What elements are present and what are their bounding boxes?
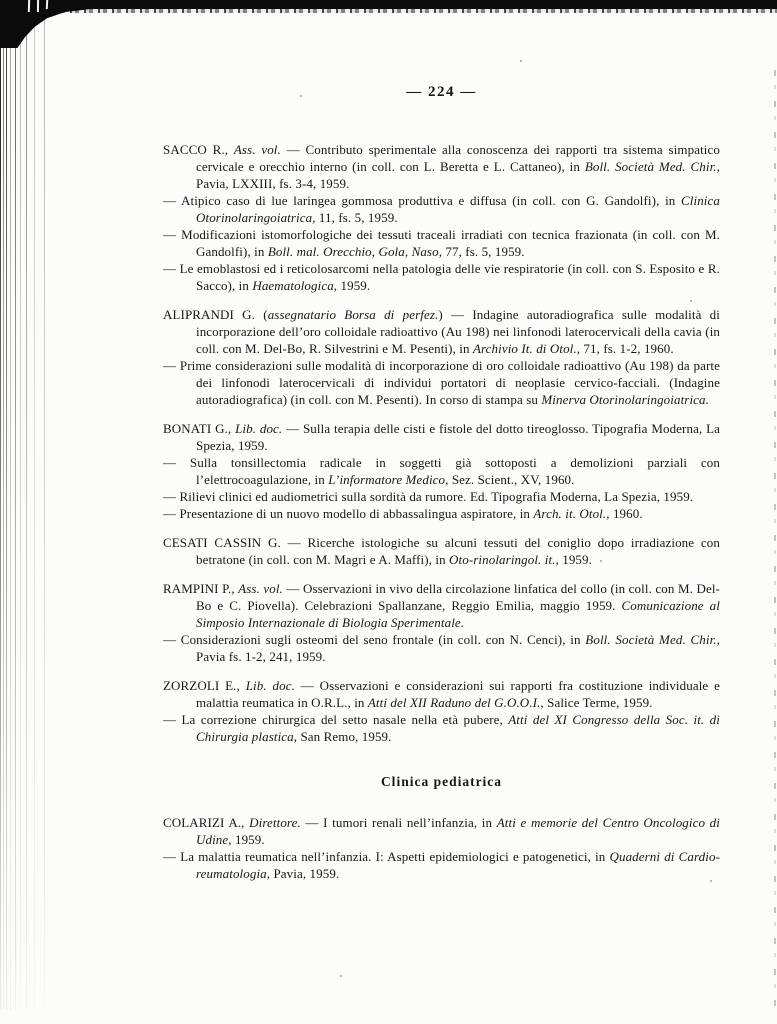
work-title-italic: Boll. Società Med. Chir., xyxy=(584,159,720,174)
entry-text: 1959. xyxy=(337,278,371,293)
scan-slit xyxy=(37,0,39,12)
bibliography-entry xyxy=(163,814,720,848)
bibliography-entry xyxy=(163,420,720,454)
entry-text: — Prime considerazioni sulle modalità di incorporazione di oro colloidale radioattivo (Au 198) da parte dei linfonodi laterocervicali di individui portatori di neoplasie cervico-facciali. (Indagine autoradiografica) (in coll. con M. Pesenti). In corso di stampa su xyxy=(163,358,720,407)
entry-text: Pavia, 1959. xyxy=(270,866,340,881)
entry-text: ALIPRANDI G. ( xyxy=(163,307,268,322)
entry-text: — La malattia reumatica nell’infanzia. I: Aspetti epidemiologici e patogenetici, in xyxy=(163,849,610,864)
binding-streaks xyxy=(0,0,58,1010)
work-title-italic: Minerva Otorinolaringoiatrica. xyxy=(541,392,709,407)
entry-group xyxy=(163,534,720,568)
entry-text: — Considerazioni sugli osteomi del seno frontale (in coll. con N. Cenci), in xyxy=(163,632,586,647)
entry-group xyxy=(163,420,720,522)
entry-text: — Rilievi clinici ed audiometrici sulla sordità da rumore. Ed. Tipografia Moderna, La Spezia, 1959. xyxy=(163,489,694,504)
work-title-italic: Ass. vol. xyxy=(233,142,281,157)
entry-text: CESATI CASSIN G. — Ricerche istologiche su alcuni tessuti del coniglio dopo irradiazione con betratone (in coll. con M. Magri e A. Maffi), in xyxy=(163,535,720,567)
entry-text: SACCO R., xyxy=(163,142,234,157)
entry-text: — Sulla tonsillectomia radicale in soggetti già sottoposti a demolizioni parziali con l’elettrocoagulazione, in xyxy=(163,455,720,487)
scan-top-edge-fuzz xyxy=(0,9,777,13)
entry-group xyxy=(163,141,720,294)
entry-text: — I tumori renali nell’infanzia, in xyxy=(300,815,497,830)
entry-text: Pavia fs. 1-2, 241, 1959. xyxy=(196,649,326,664)
work-title-italic: Oto-rinolaringol. it., xyxy=(449,552,559,567)
entry-text: — Le emoblastosi ed i reticolosarcomi nella patologia delle vie respiratorie (in coll. con S. Esposito e R. Sacco), in xyxy=(163,261,720,293)
work-title-italic: Atti del XI Congresso della Soc. it. di Chirurgia plastica, xyxy=(196,712,720,744)
entry-text: — Sulla terapia delle cisti e fistole del dotto tireoglosso. Tipografia Moderna, La Spezia, 1959. xyxy=(196,421,721,453)
scan-speck xyxy=(340,975,342,977)
entry-text: BONATI G., xyxy=(163,421,236,436)
bibliography-entry xyxy=(163,192,720,226)
bibliography-entry xyxy=(163,260,720,294)
entry-text: Pavia, LXXIII, fs. 3-4, 1959. xyxy=(196,176,350,191)
entry-text: RAMPINI P., xyxy=(163,581,239,596)
page-number: — 224 — xyxy=(406,84,477,100)
entry-text: 1959. xyxy=(231,832,265,847)
entry-text: 1960. xyxy=(609,506,643,521)
entry-text: — Contributo sperimentale alla conoscenza dei rapporti tra sistema simpatico cervicale e orecchio interno (in coll. con L. Beretta e L. Cattaneo), in xyxy=(196,142,720,174)
entry-text: San Remo, 1959. xyxy=(297,729,392,744)
work-title-italic: Quaderni di Cardio-reumatologia, xyxy=(196,849,720,881)
work-title-italic: Clinica Otorinolaringoiatrica, xyxy=(196,193,720,225)
entry-text: ) — Indagine autoradiografica sulle modalità di incorporazione dell’oro colloidale radioattivo (Au 198) nei linfonodi laterocervicali della cavia (in coll. con M. Del-Bo, R. Silvestrini e M. Pesenti), in xyxy=(196,307,720,356)
work-title-italic: Boll. Società Med. Chir., xyxy=(585,632,721,647)
entry-text: — La correzione chirurgica del setto nasale nella età pubere, xyxy=(163,712,509,727)
entry-group xyxy=(163,306,720,408)
entry-text: 1959. xyxy=(558,552,592,567)
bibliography xyxy=(163,141,720,882)
entry-text: 77, fs. 5, 1959. xyxy=(442,244,525,259)
work-title-italic: Lib. doc. xyxy=(245,678,295,693)
work-title-italic: Haematologica, xyxy=(252,278,338,293)
bibliography-entry xyxy=(163,631,720,665)
bibliography-entry xyxy=(163,454,720,488)
work-title-italic: Ass. vol. xyxy=(238,581,283,596)
bibliography-entry xyxy=(163,226,720,260)
bibliography-entry xyxy=(163,848,720,882)
work-title-italic: assegnatario Borsa di perfez. xyxy=(267,307,439,322)
scan-right-edge xyxy=(774,70,776,1010)
work-title-italic: Direttore. xyxy=(249,815,301,830)
entry-text: ZORZOLI E., xyxy=(163,678,246,693)
work-title-italic: Archivio It. di Otol., xyxy=(472,341,581,356)
entry-text: — Modificazioni istomorfologiche dei tessuti traceali irradiati con tecnica frazionata (in coll. con M. Gandolfi), in xyxy=(163,227,720,259)
bibliography-entry xyxy=(163,141,720,192)
entry-group xyxy=(163,580,720,665)
entry-text: 71, fs. 1-2, 1960. xyxy=(580,341,674,356)
entry-text: COLARIZI A., xyxy=(163,815,250,830)
entry-text: — Osservazioni e considerazioni sui rapporti fra costituzione individuale e malattia reumatica in O.R.L., in xyxy=(196,678,720,710)
entry-text: — Osservazioni in vivo della circolazione linfatica del collo (in coll. con M. Del-Bo e C. Piovella). Celebrazioni Spallanzane, Reggio Emilia, maggio 1959. xyxy=(196,581,720,613)
scan-slit xyxy=(28,0,30,12)
work-title-italic: Boll. mal. Orecchio, Gola, Naso, xyxy=(267,244,443,259)
work-title-italic: Lib. doc. xyxy=(235,421,283,436)
entry-text: — Atipico caso di lue laringea gommosa produttiva e diffusa (in coll. con G. Gandolfi), in xyxy=(163,193,682,208)
bibliography-entry xyxy=(163,357,720,408)
entry-group xyxy=(163,814,720,882)
bibliography-entry xyxy=(163,488,720,505)
work-title-italic: L’informatore Medico, xyxy=(328,472,449,487)
work-title-italic: Arch. it. Otol., xyxy=(533,506,610,521)
work-title-italic: Atti e memorie del Centro Oncologico di Udine, xyxy=(196,815,720,847)
bibliography-entry xyxy=(163,711,720,745)
work-title-italic: Comunicazione al Simposio Internazionale di Biologia Sperimentale. xyxy=(196,598,720,630)
entry-text: Salice Terme, 1959. xyxy=(543,695,653,710)
section-heading: Clinica pediatrica xyxy=(380,774,503,789)
work-title-italic: Atti del XII Raduno del G.O.O.I., xyxy=(367,695,544,710)
scan-top-edge xyxy=(0,0,777,9)
bibliography-entry xyxy=(163,505,720,522)
entry-group xyxy=(163,677,720,745)
entry-text: 11, fs. 5, 1959. xyxy=(315,210,398,225)
bibliography-entry xyxy=(163,677,720,711)
bibliography-entry xyxy=(163,534,720,568)
bibliography-entry xyxy=(163,306,720,357)
entry-text: Sez. Scient., XV, 1960. xyxy=(448,472,575,487)
bibliography-entry xyxy=(163,580,720,631)
entry-text: — Presentazione di un nuovo modello di abbassalingua aspiratore, in xyxy=(163,506,534,521)
scan-speck xyxy=(520,60,522,62)
